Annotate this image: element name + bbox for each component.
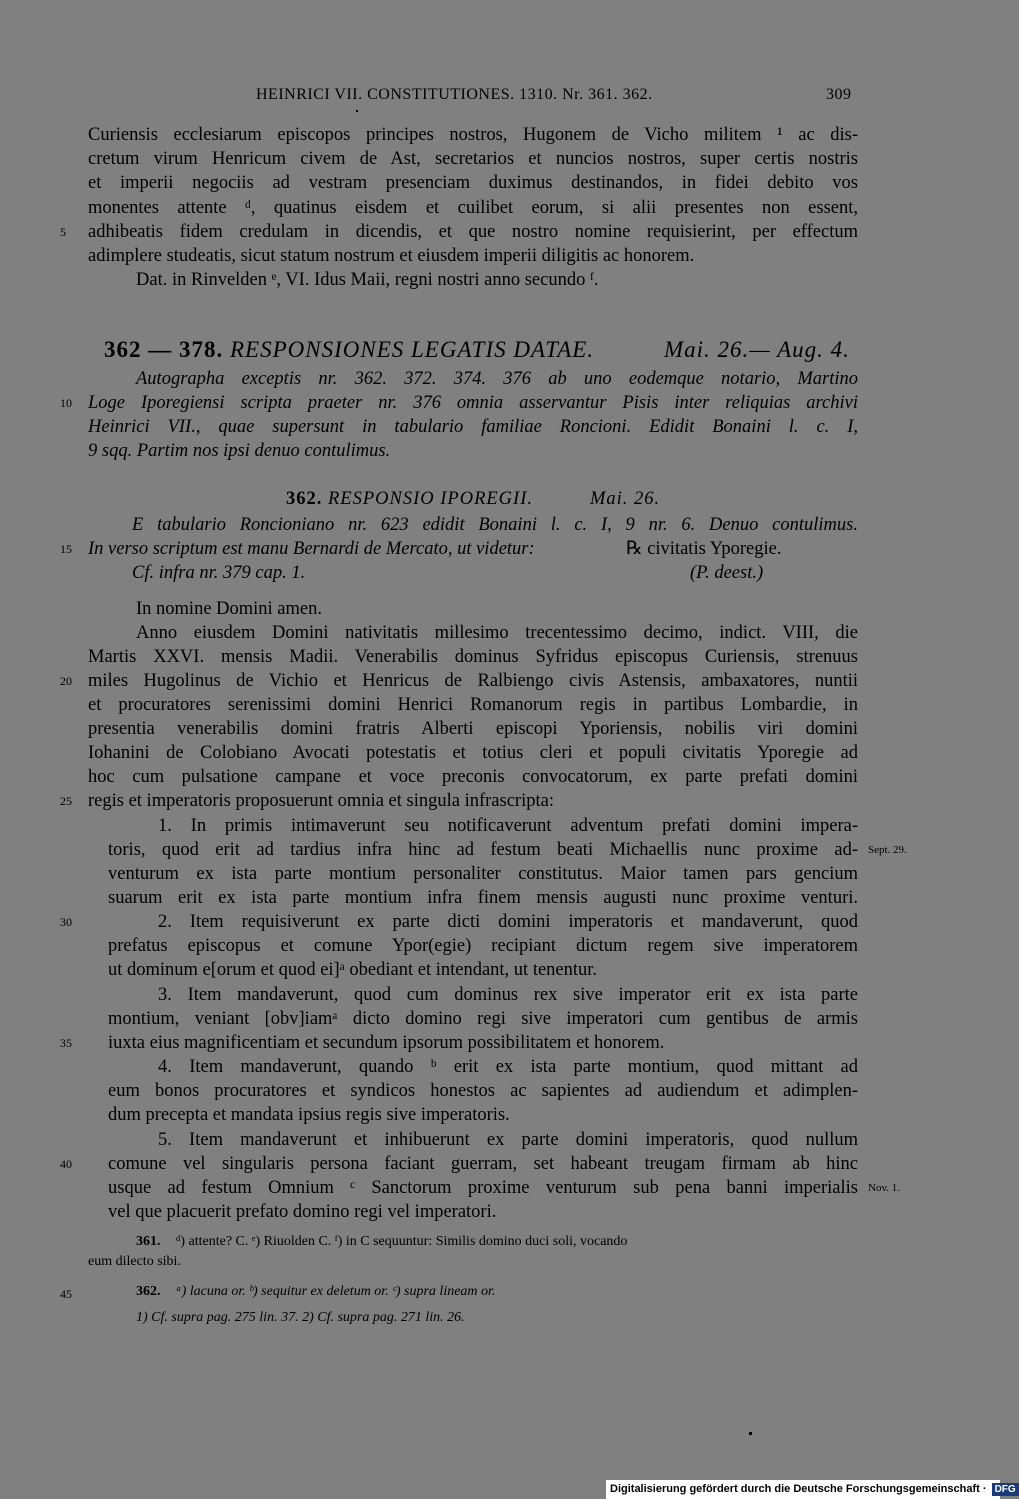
section-dates: Mai. 26.— Aug. 4. (664, 337, 850, 362)
text-line: adhibeatis fidem credulam in dicendis, et que nostro nomine requisierint, per effectum (88, 222, 858, 242)
source-line: E tabulario Roncioniano nr. 623 edidit Bonaini l. c. I, 9 nr. 6. Denuo contulimus. (132, 515, 858, 535)
dating-line: Dat. in Rinvelden ᵉ, VI. Idus Maii, regni nostri anno secundo ᶠ. (136, 270, 599, 290)
footnote-text: ᵃ) lacuna or. ᵇ) sequitur ex deletum or. ᶜ) supra lineam or. (176, 1284, 496, 1299)
text-line: 4. Item mandaverunt, quando ᵇ erit ex ista parte montium, quod mittant ad (158, 1057, 858, 1077)
line-number: 20 (60, 674, 72, 688)
text-line: adimplere studeatis, sicut statum nostrum et eiusdem imperii diligitis ac honorem. (88, 246, 695, 266)
line-number: 35 (60, 1036, 72, 1050)
dfg-footer-banner (606, 1480, 1016, 1499)
line-number: 15 (60, 542, 72, 556)
text-line: Iohanini de Colobiano Avocati potestatis et totius cleri et populi civitatis Yporegie ad (88, 743, 858, 763)
doc-number: 362. (286, 489, 323, 509)
source-line: In verso scriptum est manu Bernardi de Mercato, ut videtur: (88, 539, 535, 559)
text-line: In nomine Domini amen. (136, 599, 322, 619)
text-line: eum bonos procuratores et syndicos honestos ac sapientes ad audiendum et adimplen- (108, 1081, 858, 1101)
text-line: 3. Item mandaverunt, quod cum dominus rex sive imperator erit ex ista parte (158, 985, 858, 1005)
section-intro-line: Heinrici VII., quae supersunt in tabulario familiae Roncioni. Edidit Bonaini l. c. I, (88, 417, 858, 437)
dfg-logo: DFG (992, 1483, 1019, 1496)
section-intro-line: Loge Iporegiensi scripta praeter nr. 376 omnia asservantur Pisis inter reliquias archivi (88, 393, 858, 413)
line-number: 30 (60, 915, 72, 929)
footnote-text: ᵈ) attente? C. ᵉ) Riuolden C. ᶠ) in C sequuntur: Similis domino duci soli, vocando (176, 1234, 628, 1249)
doc-date: Mai. 26. (590, 489, 661, 509)
text-line: presentia venerabilis domini fratris Alberti episcopi Yporiensis, nobilis viri domini (88, 719, 858, 739)
text-line: toris, quod erit ad tardius infra hinc ad festum beati Michaellis nunc proxime ad- (108, 840, 858, 860)
section-intro-line: Autographa exceptis nr. 362. 372. 374. 376 ab uno eodemque notario, Martino (136, 369, 858, 389)
source-line: ℞ civitatis Yporegie. (626, 539, 782, 559)
text-line: Martis XXVI. mensis Madii. Venerabilis dominus Syfridus episcopus Curiensis, strenuus (88, 647, 858, 667)
text-line: Curiensis ecclesiarum episcopos principes nostros, Hugonem de Vicho militem ¹ ac dis- (88, 125, 858, 145)
doc-title: RESPONSIO IPOREGII. (328, 489, 533, 509)
section-title: RESPONSIONES LEGATIS DATAE. (230, 337, 595, 362)
text-line: hoc cum pulsatione campane et voce preconis convocatorum, ex parte prefati domini (88, 767, 858, 787)
page-number: 309 (826, 86, 852, 103)
text-line: regis et imperatoris proposuerunt omnia et singula infrascripta: (88, 791, 554, 811)
text-line: miles Hugolinus de Vichio et Henricus de Ralbiengo civis Astensis, ambaxatores, nuntii (88, 671, 858, 691)
text-line: venturum ex ista parte montium personaliter constitutus. Maior tamen pars gencium (108, 864, 858, 884)
section-number: 362 — 378. (104, 337, 224, 362)
text-line: monentes attente ᵈ, quatinus eisdem et cuilibet eorum, si alii presentes non essent, (88, 198, 858, 218)
text-line: dum precepta et mandata ipsius regis sive imperatoris. (108, 1105, 510, 1125)
margin-date: Nov. 1. (868, 1182, 900, 1194)
text-line: 1. In primis intimaverunt seu notificaverunt adventum prefati domini impera- (158, 816, 858, 836)
source-line: Cf. infra nr. 379 cap. 1. (132, 563, 306, 583)
text-line: comune vel singularis persona faciant guerram, set habeant treugam firmam ab hinc (108, 1154, 858, 1174)
section-intro-line: 9 sqq. Partim nos ipsi denuo contulimus. (88, 441, 391, 461)
footer-text: Digitalisierung gefördert durch die Deutsche Forschungsgemeinschaft · (610, 1483, 987, 1495)
text-line: usque ad festum Omnium ᶜ Sanctorum proxime venturum sub pena banni imperialis (108, 1178, 858, 1198)
text-line: vel que placuerit prefato domino regi vel imperatori. (108, 1202, 497, 1222)
text-line: montium, veniant [obv]iamᵃ dicto domino regi sive imperatori cum gentibus de armis (108, 1009, 858, 1029)
text-line: et imperii negociis ad vestram presenciam duximus destinandos, in fidei debito vos (88, 173, 858, 193)
text-line: prefatus episcopus et comune Ypor(egie) recipiant dictum regem sive imperatorem (108, 936, 858, 956)
ornament-dot (749, 1432, 752, 1435)
text-line: 2. Item requisiverunt ex parte dicti domini imperatoris et mandaverunt, quod (158, 912, 858, 932)
line-number: 40 (60, 1157, 72, 1171)
footnote-number: 362. (136, 1284, 161, 1299)
footnote-references: 1) Cf. supra pag. 275 lin. 37. 2) Cf. supra pag. 271 lin. 26. (136, 1310, 465, 1325)
margin-date: Sept. 29. (868, 844, 907, 856)
text-line: suarum erit ex ista parte montium infra finem mensis augusti nunc proxime venturi. (108, 888, 858, 908)
running-title: HEINRICI VII. CONSTITUTIONES. 1310. Nr. 361. 362. (256, 86, 653, 103)
footnote-text: eum dilecto sibi. (88, 1254, 181, 1269)
text-line: ut dominum e[orum et quod ei]ᵃ obediant et intendant, ut tenentur. (108, 960, 598, 980)
footnote-number: 361. (136, 1234, 161, 1249)
line-number: 5 (60, 225, 66, 239)
line-number: 10 (60, 396, 72, 410)
line-number: 25 (60, 794, 72, 808)
text-line: cretum virum Henricum civem de Ast, secretarios et nuncios nostros, super certis nostris (88, 149, 858, 169)
source-line: (P. deest.) (690, 563, 764, 583)
text-line: iuxta eius magnificentiam et secundum ipsorum possibilitatem et honorem. (108, 1033, 665, 1053)
ornament-dot (356, 110, 358, 112)
text-line: Anno eiusdem Domini nativitatis millesimo trecentessimo decimo, indict. VIII, die (136, 623, 858, 643)
line-number: 45 (60, 1287, 72, 1301)
text-line: et procuratores serenissimi domini Henrici Romanorum regis in partibus Lombardie, in (88, 695, 858, 715)
text-line: 5. Item mandaverunt et inhibuerunt ex parte domini imperatoris, quod nullum (158, 1130, 858, 1150)
